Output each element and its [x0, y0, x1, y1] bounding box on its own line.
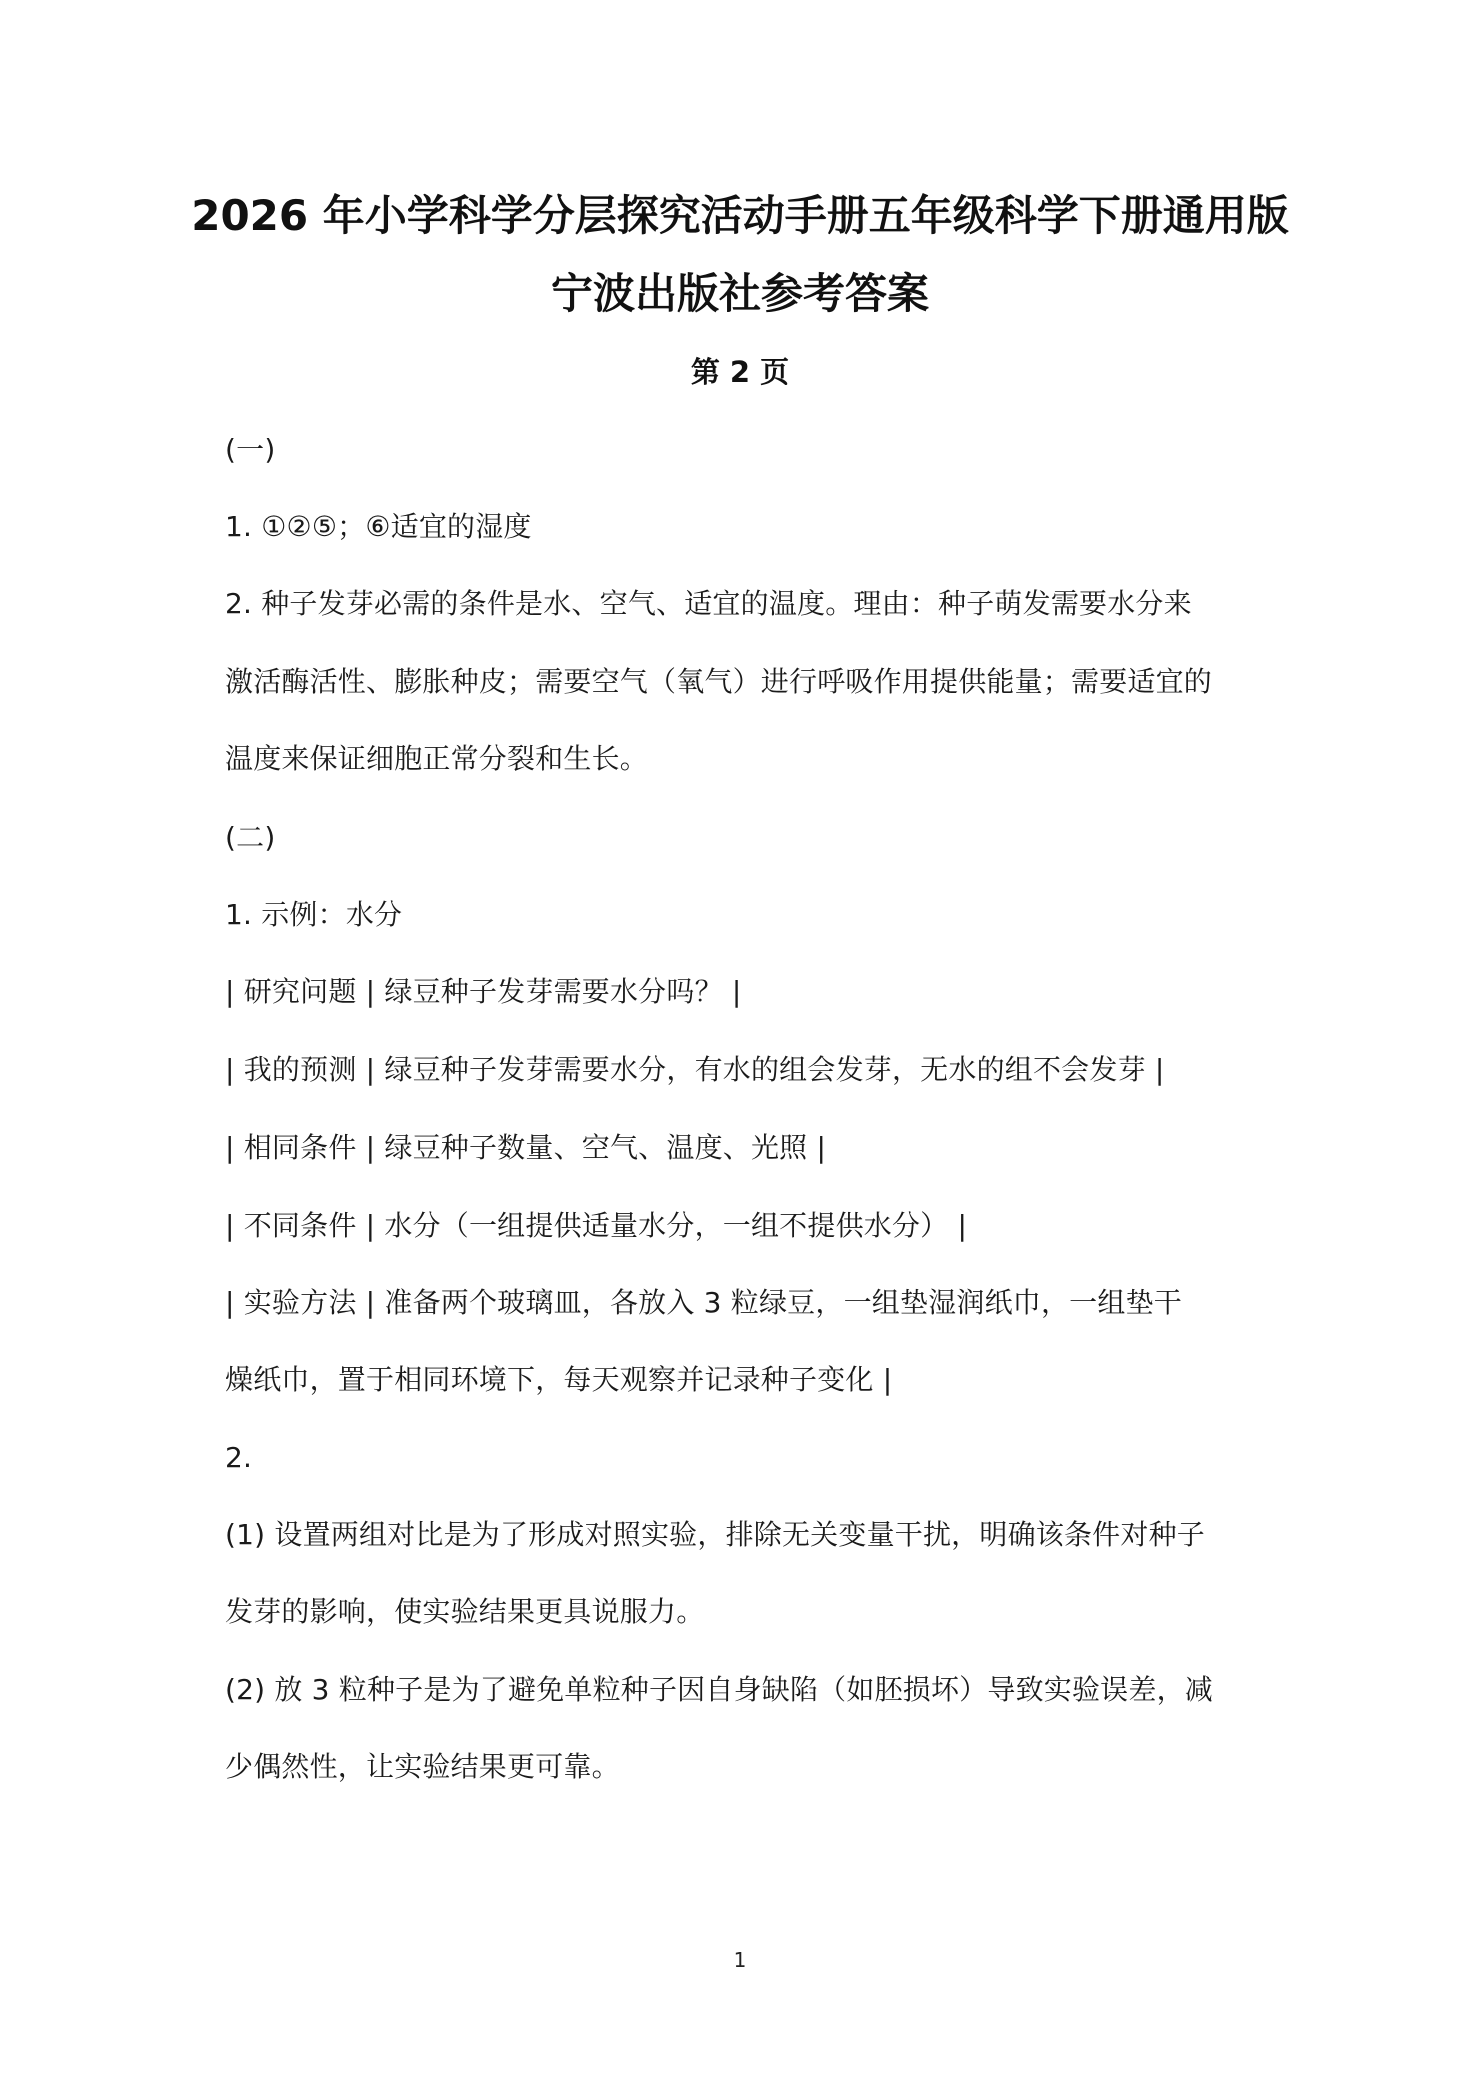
answer-line: 1. ①②⑤；⑥适宜的湿度 — [225, 510, 532, 543]
title-line-1: 2026 年小学科学分层探究活动手册五年级科学下册通用版 — [191, 191, 1289, 240]
page-label: 第 2 页 — [690, 355, 790, 389]
section-heading-2: (二) — [225, 821, 276, 854]
table-row-continuation: 燥纸巾，置于相同环境下，每天观察并记录种子变化 | — [225, 1363, 893, 1396]
title-line-2: 宁波出版社参考答案 — [550, 269, 929, 318]
table-row: | 不同条件 | 水分（一组提供适量水分，一组不提供水分） | — [225, 1209, 968, 1242]
table-row: | 我的预测 | 绿豆种子发芽需要水分，有水的组会发芽，无水的组不会发芽 | — [225, 1053, 1165, 1086]
table-row: | 实验方法 | 准备两个玻璃皿，各放入 3 粒绿豆，一组垫湿润纸巾，一组垫干 — [225, 1286, 1182, 1319]
answer-line: (1) 设置两组对比是为了形成对照实验，排除无关变量干扰，明确该条件对种子 — [225, 1518, 1205, 1551]
page-number: 1 — [733, 1948, 747, 1972]
answer-line: 激活酶活性、膨胀种皮；需要空气（氧气）进行呼吸作用提供能量；需要适宜的 — [225, 665, 1213, 698]
answer-line: (2) 放 3 粒种子是为了避免单粒种子因自身缺陷（如胚损坏）导致实验误差，减 — [225, 1673, 1213, 1706]
section-heading-1: (一) — [225, 433, 276, 466]
answer-line: 2. 种子发芽必需的条件是水、空气、适宜的温度。理由：种子萌发需要水分来 — [225, 587, 1192, 620]
table-row: | 研究问题 | 绿豆种子发芽需要水分吗？ | — [225, 975, 742, 1008]
table-row: | 相同条件 | 绿豆种子数量、空气、温度、光照 | — [225, 1131, 827, 1164]
answer-line: 发芽的影响，使实验结果更具说服力。 — [225, 1595, 705, 1628]
answer-line: 2. — [225, 1441, 253, 1474]
answer-line: 温度来保证细胞正常分裂和生长。 — [225, 742, 649, 775]
answer-line: 少偶然性，让实验结果更可靠。 — [225, 1750, 620, 1783]
answer-line: 1. 示例：水分 — [225, 898, 403, 931]
